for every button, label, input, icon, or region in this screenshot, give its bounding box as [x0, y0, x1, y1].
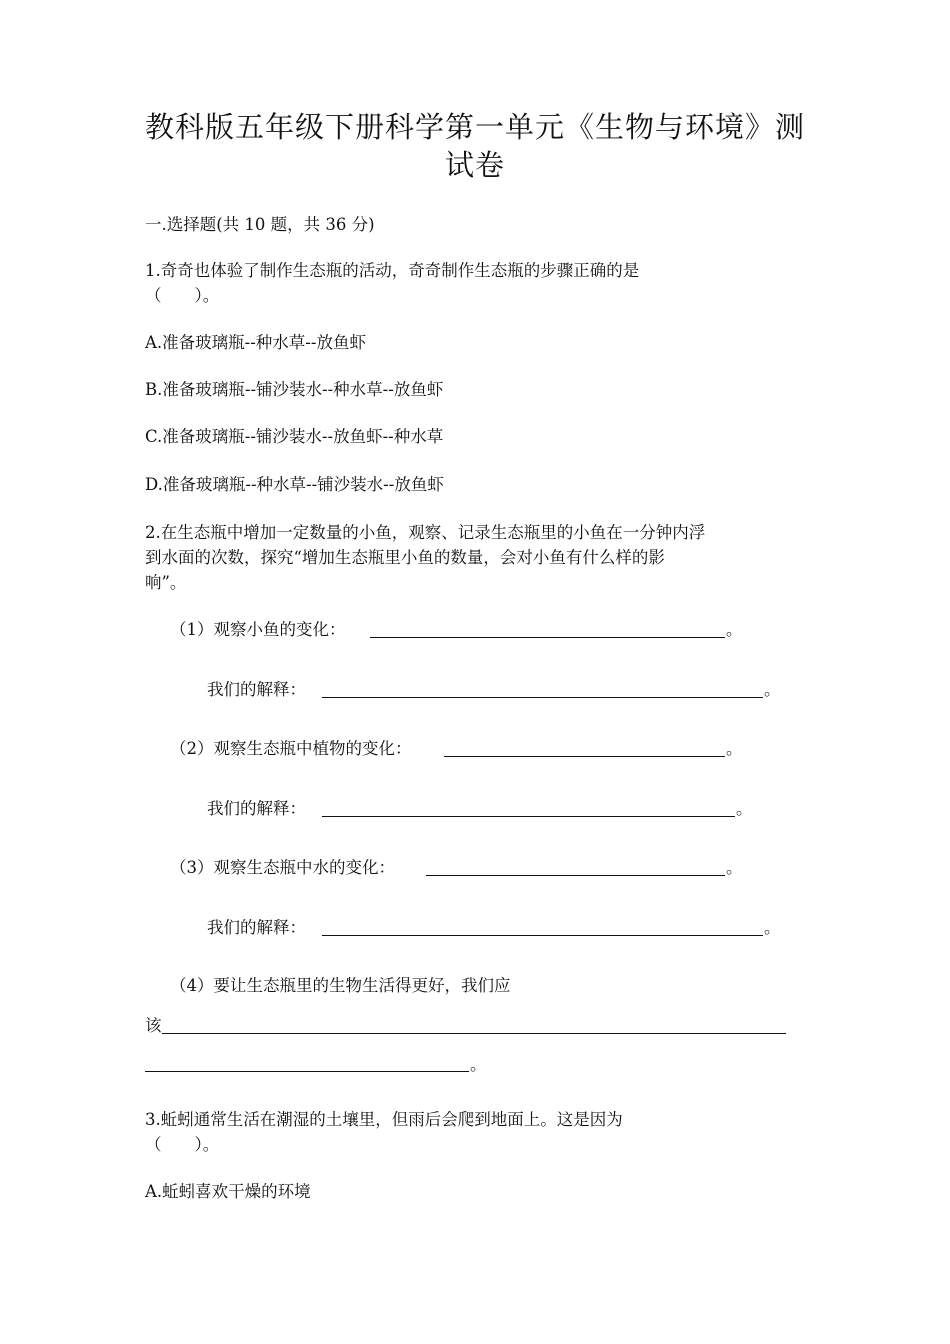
question-2-sub-3-explain-line[interactable] — [322, 935, 763, 936]
question-2-sub-2-explain-period: 。 — [736, 799, 753, 818]
question-1-stem: 1.奇奇也体验了制作生态瓶的活动，奇奇制作生态瓶的步骤正确的是 — [145, 261, 640, 280]
question-2-sub-4-answer-line-1[interactable] — [162, 1033, 786, 1034]
title-line-2: 试卷 — [444, 148, 505, 182]
page-title — [0, 108, 950, 184]
section-heading: 一.选择题(共 10 题，共 36 分) — [145, 215, 375, 234]
question-1-option-d: D.准备玻璃瓶--种水草--铺沙装水--放鱼虾 — [145, 475, 444, 494]
question-2-sub-1-explain-line[interactable] — [322, 697, 763, 698]
question-2-sub-1-label: （1）观察小鱼的变化： — [170, 620, 346, 639]
question-3-option-a: A.蚯蚓喜欢干燥的环境 — [145, 1182, 311, 1201]
question-1-option-a: A.准备玻璃瓶--种水草--放鱼虾 — [145, 333, 366, 352]
question-2-sub-2-label: （2）观察生态瓶中植物的变化： — [170, 739, 412, 758]
question-2-sub-2-period: 。 — [726, 739, 743, 758]
question-2-stem-line-2: 到水面的次数，探究“增加生态瓶里小鱼的数量，会对小鱼有什么样的影 — [145, 548, 665, 567]
title-line-1: 教科版五年级下册科学第一单元《生物与环境》测 — [144, 110, 805, 144]
question-2-sub-1-answer-line[interactable] — [370, 637, 725, 638]
question-2-sub-2-explain-line[interactable] — [322, 816, 735, 817]
question-2-sub-3-explain-period: 。 — [764, 918, 781, 937]
question-2-sub-1-explain-label: 我们的解释： — [207, 680, 306, 699]
question-2-sub-3-period: 。 — [726, 858, 743, 877]
question-3-stem: 3.蚯蚓通常生活在潮湿的土壤里，但雨后会爬到地面上。这是因为 — [145, 1110, 623, 1129]
question-2-sub-1-period: 。 — [726, 620, 743, 639]
question-1-option-c: C.准备玻璃瓶--铺沙装水--放鱼虾--种水草 — [145, 427, 444, 446]
question-2-sub-2-answer-line[interactable] — [444, 756, 725, 757]
question-3-blank: （ ）。 — [145, 1135, 220, 1154]
question-2-sub-1-explain-period: 。 — [764, 680, 781, 699]
question-2-sub-3-answer-line[interactable] — [426, 875, 725, 876]
question-2-sub-4-period: 。 — [470, 1055, 487, 1074]
question-2-sub-3-explain-label: 我们的解释： — [207, 918, 306, 937]
question-2-stem-line-3: 响”。 — [145, 573, 187, 592]
question-2-sub-4-label: （4）要让生态瓶里的生物生活得更好，我们应 — [170, 976, 511, 995]
question-1-option-b: B.准备玻璃瓶--铺沙装水--种水草--放鱼虾 — [145, 380, 444, 399]
question-1-blank: （ ）。 — [145, 286, 220, 305]
question-2-sub-3-label: （3）观察生态瓶中水的变化： — [170, 858, 395, 877]
question-2-sub-2-explain-label: 我们的解释： — [207, 799, 306, 818]
question-2-sub-4-continuation: 该 — [145, 1016, 162, 1035]
question-2-sub-4-answer-line-2[interactable] — [145, 1071, 469, 1072]
question-2-stem-line-1: 2.在生态瓶中增加一定数量的小鱼，观察、记录生态瓶里的小鱼在一分钟内浮 — [145, 523, 706, 542]
